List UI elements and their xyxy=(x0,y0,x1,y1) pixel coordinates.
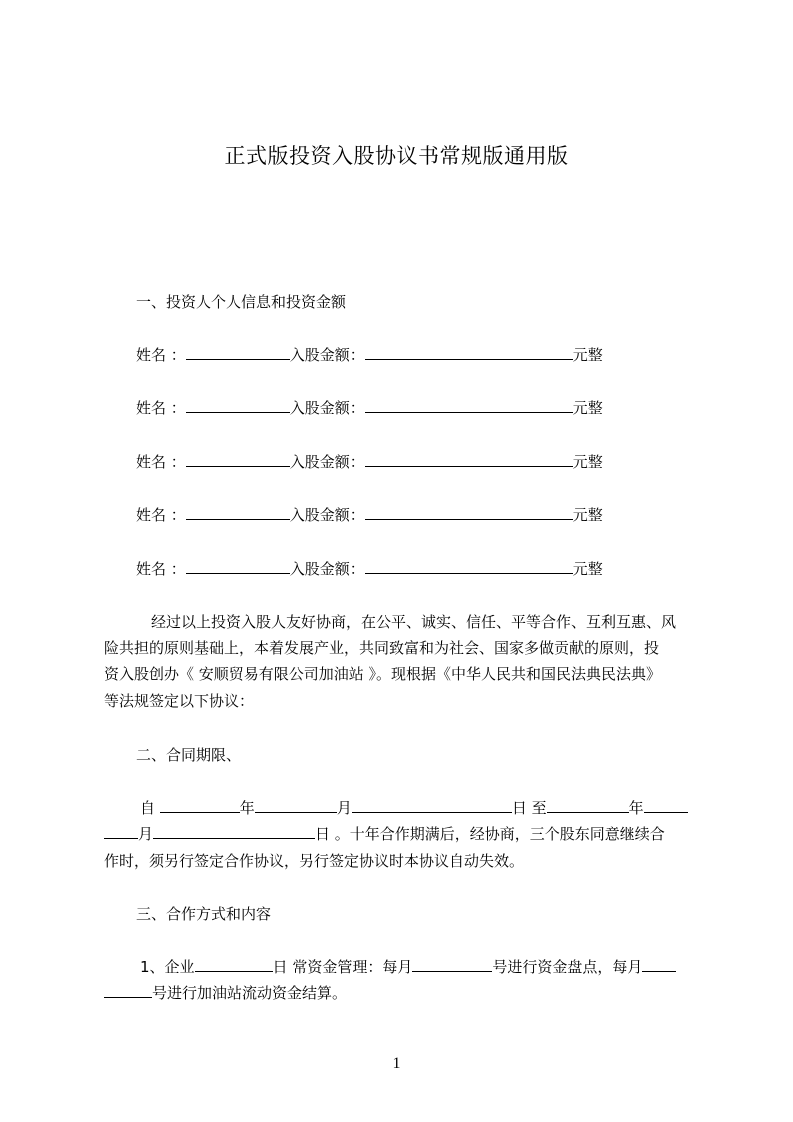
year-label: 年 xyxy=(239,799,255,817)
unit-label: 元整 xyxy=(572,506,603,524)
unit-label: 元整 xyxy=(572,399,603,417)
start-day-blank xyxy=(352,798,512,813)
name-label: 姓名 ： xyxy=(136,506,186,524)
term-line-3: 作时，须另行签定合作协议，另行签定协议时本协议自动失效。 xyxy=(104,852,525,870)
amount-label: 入股金额： xyxy=(289,346,365,364)
amount-label: 入股金额： xyxy=(289,453,365,471)
cooperation-item-1-line-1 xyxy=(140,957,676,977)
unit-label: 元整 xyxy=(572,453,603,471)
end-day-blank xyxy=(153,824,315,839)
enterprise-blank xyxy=(195,957,273,972)
section3-heading: 三、合作方式和内容 xyxy=(136,905,272,923)
amount-label: 入股金额： xyxy=(289,560,365,578)
investor-entry-5 xyxy=(136,559,603,579)
agreement-paragraph-line: 险共担的原则基础上，本着发展产业，共同致富和为社会、国家多做贡献的原则，投 xyxy=(104,639,660,657)
end-month-blank-part1 xyxy=(644,798,688,813)
page-number: 1 xyxy=(392,1055,401,1072)
item1-capital-management: 日 常资金管理：每月 xyxy=(272,958,413,976)
settlement-day-blank-part1 xyxy=(642,957,676,972)
name-blank xyxy=(186,505,290,520)
amount-blank xyxy=(365,559,573,574)
amount-blank xyxy=(365,398,573,413)
name-label: 姓名 ： xyxy=(136,346,186,364)
to-label: 至 xyxy=(531,799,547,817)
item1-prefix: 1、企业 xyxy=(140,958,195,976)
start-year-blank xyxy=(160,798,240,813)
end-month-blank-part2 xyxy=(104,824,138,839)
investor-entry-3 xyxy=(136,452,603,472)
name-label: 姓名 ： xyxy=(136,560,186,578)
item1-inventory-text: 号进行资金盘点，每月 xyxy=(492,958,643,976)
section1-heading: 一、投资人个人信息和投资金额 xyxy=(136,293,347,311)
document-title: 正式版投资入股协议书常规版通用版 xyxy=(224,144,569,168)
amount-blank xyxy=(365,505,573,520)
unit-label: 元整 xyxy=(572,346,603,364)
agreement-paragraph-line: 等法规签定以下协议： xyxy=(104,692,255,710)
term-line-1 xyxy=(140,798,688,818)
amount-label: 入股金额： xyxy=(289,506,365,524)
agreement-paragraph-line: 经过以上投资入股人友好协商，在公平、诚实、信任、平等合作、互利互惠、风 xyxy=(151,613,677,631)
agreement-paragraph-line: 资入股创办《 安顺贸易有限公司加油站 》。现根据《中华人民共和国民法典民法典》 xyxy=(104,665,662,683)
name-blank xyxy=(186,345,290,360)
start-month-blank xyxy=(255,798,337,813)
name-blank xyxy=(186,559,290,574)
name-label: 姓名 ： xyxy=(136,453,186,471)
from-label: 自 xyxy=(140,799,156,817)
amount-label: 入股金额： xyxy=(289,399,365,417)
investor-entry-1 xyxy=(136,345,603,365)
day-label: 日 xyxy=(511,799,527,817)
investor-entry-4 xyxy=(136,505,603,525)
unit-label: 元整 xyxy=(572,560,603,578)
name-blank xyxy=(186,452,290,467)
term-line-2 xyxy=(104,824,665,844)
item1-settlement-text: 号进行加油站流动资金结算。 xyxy=(152,984,348,1002)
amount-blank xyxy=(365,345,573,360)
month-label: 月 xyxy=(336,799,352,817)
end-year-blank xyxy=(547,798,629,813)
term-renewal-text: 日 。十年合作期满后，经协商，三个股东同意继续合 xyxy=(315,825,665,843)
name-blank xyxy=(186,398,290,413)
settlement-day-blank-part2 xyxy=(104,983,152,998)
name-label: 姓名 ： xyxy=(136,399,186,417)
month-label-2: 月 xyxy=(138,825,154,843)
section2-heading: 二、合同期限、 xyxy=(136,746,242,764)
amount-blank xyxy=(365,452,573,467)
year-label-2: 年 xyxy=(628,799,644,817)
cooperation-item-1-line-2 xyxy=(104,983,347,1003)
investor-entry-2 xyxy=(136,398,603,418)
inventory-day-blank xyxy=(412,957,492,972)
